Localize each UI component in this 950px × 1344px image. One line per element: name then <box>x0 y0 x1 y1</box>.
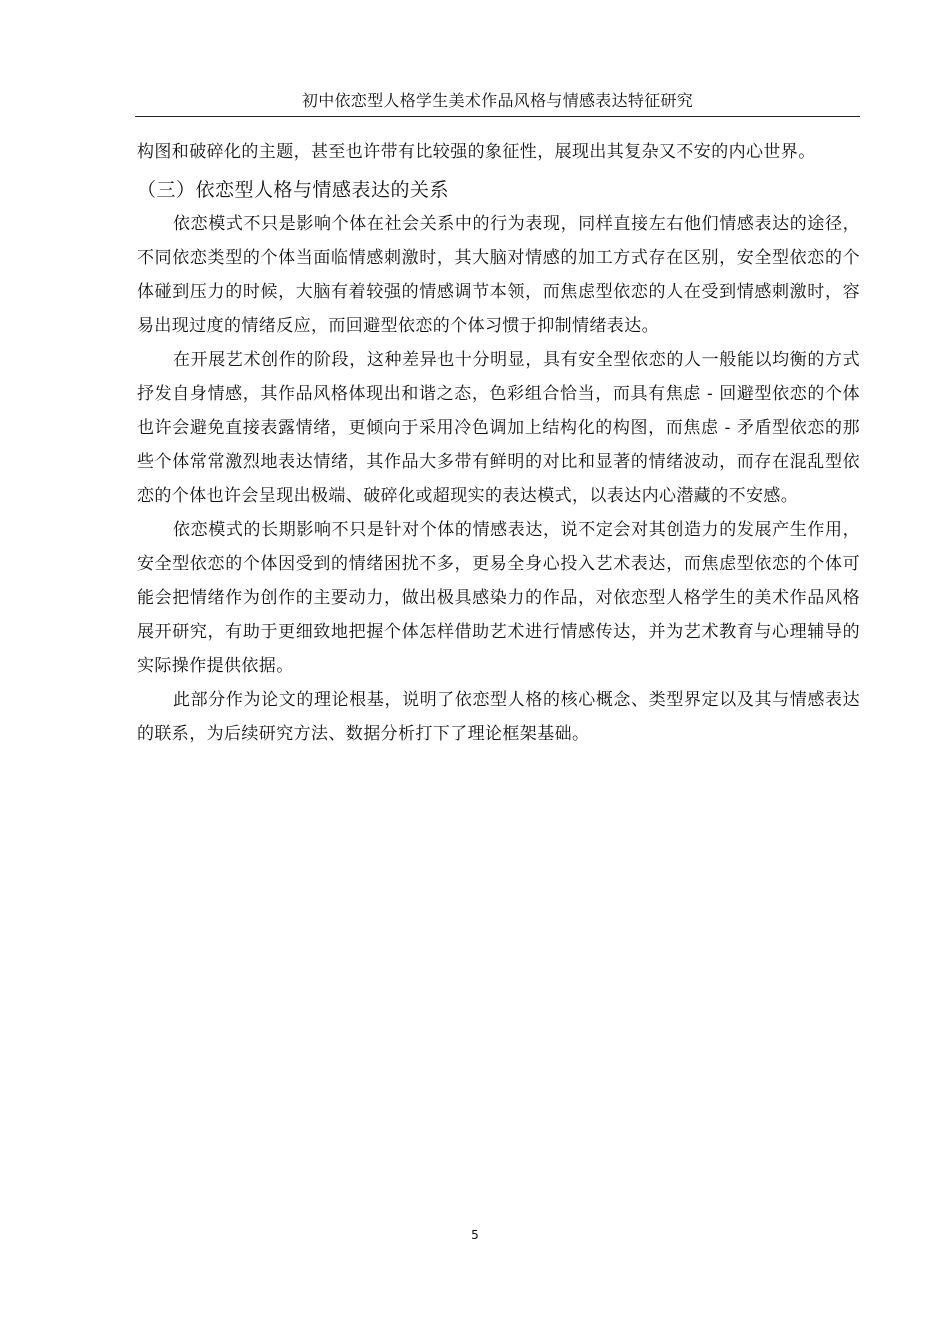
body-paragraph-4: 此部分作为论文的理论根基，说明了依恋型人格的核心概念、类型界定以及其与情感表达的联系，为后续研究方法、数据分析打下了理论框架基础。 <box>137 690 860 744</box>
body-paragraph-2: 在开展艺术创作的阶段，这种差异也十分明显，具有安全型依恋的人一般能以均衡的方式抒发自身情感，其作品风格体现出和谐之态，色彩组合恰当，而具有焦虑 - 回避型依恋的个体也许会避免直接表露情绪，更倾向于采用冷色调加上结构化的构图，而焦虑 - 矛盾型依恋的那些个体常常激烈地表达情绪，其作品大多带有鲜明的对比和显著的情绪波动，而存在混乱型依恋的个体也许会呈现出极端、破碎化或超现实的表达模式，以表达内心潜藏的不安感。 <box>137 350 860 506</box>
page-body <box>137 135 860 751</box>
body-paragraph-1: 依恋模式不只是影响个体在社会关系中的行为表现，同样直接左右他们情感表达的途径，不同依恋类型的个体当面临情感刺激时，其大脑对情感的加工方式存在区别，安全型依恋的个体碰到压力的时候，大脑有着较强的情感调节本领，而焦虑型依恋的人在受到情感刺激时，容易出现过度的情绪反应，而回避型依恋的个体习惯于抑制情绪表达。 <box>137 214 860 336</box>
running-header: 初中依恋型人格学生美术作品风格与情感表达特征研究 <box>135 92 860 117</box>
body-paragraph-3: 依恋模式的长期影响不只是针对个体的情感表达，说不定会对其创造力的发展产生作用，安全型依恋的个体因受到的情绪困扰不多，更易全身心投入艺术表达，而焦虑型依恋的个体可能会把情绪作为创作的主要动力，做出极具感染力的作品，对依恋型人格学生的美术作品风格展开研究，有助于更细致地把握个体怎样借助艺术进行情感传达，并为艺术教育与心理辅导的实际操作提供依据。 <box>137 520 860 676</box>
section-heading: （三）依恋型人格与情感表达的关系 <box>137 179 450 201</box>
page-number: 5 <box>471 1228 479 1242</box>
continued-paragraph: 构图和破碎化的主题，甚至也许带有比较强的象征性，展现出其复杂又不安的内心世界。 <box>137 142 816 162</box>
